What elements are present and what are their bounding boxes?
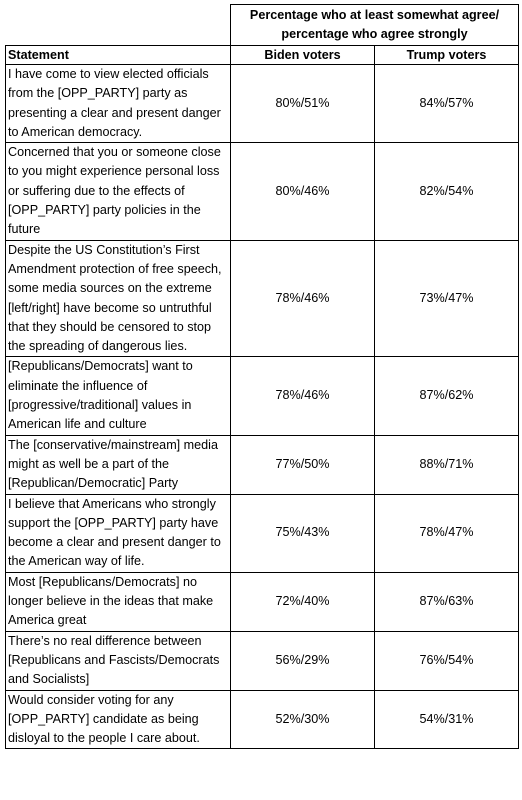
trump-value-cell: 76%/54%	[375, 631, 519, 690]
table-row	[6, 631, 519, 690]
trump-value-cell: 87%/62%	[375, 357, 519, 435]
table-row	[6, 435, 519, 494]
table-row	[6, 690, 519, 749]
column-header-row	[6, 46, 519, 65]
trump-column-header: Trump voters	[375, 46, 519, 65]
statement-cell: [Republicans/Democrats] want to eliminate the influence of [progressive/traditional] values in American life and culture	[6, 357, 231, 435]
trump-value-cell: 87%/63%	[375, 572, 519, 631]
table-row	[6, 494, 519, 572]
biden-value-cell: 52%/30%	[231, 690, 375, 749]
statement-cell: The [conservative/mainstream] media might as well be a part of the [Republican/Democratic] Party	[6, 435, 231, 494]
table-row	[6, 143, 519, 240]
statement-column-header: Statement	[6, 46, 231, 65]
statement-cell: I believe that Americans who strongly support the [OPP_PARTY] party have become a clear and present danger to the American way of life.	[6, 494, 231, 572]
header-blank-cell	[6, 5, 231, 46]
trump-value-cell: 78%/47%	[375, 494, 519, 572]
table-row	[6, 65, 519, 143]
biden-value-cell: 78%/46%	[231, 357, 375, 435]
group-title-line1: Percentage who at least somewhat agree/	[249, 7, 500, 22]
group-title-line2: percentage who agree strongly	[281, 27, 468, 41]
biden-value-cell: 80%/51%	[231, 65, 375, 143]
statement-cell: I have come to view elected officials from the [OPP_PARTY] party as presenting a clear and present danger to American democracy.	[6, 65, 231, 143]
table-row	[6, 357, 519, 435]
trump-value-cell: 82%/54%	[375, 143, 519, 240]
trump-value-cell: 54%/31%	[375, 690, 519, 749]
group-header-cell	[231, 5, 519, 46]
biden-value-cell: 80%/46%	[231, 143, 375, 240]
biden-value-cell: 75%/43%	[231, 494, 375, 572]
trump-value-cell: 73%/47%	[375, 240, 519, 357]
table-row	[6, 240, 519, 357]
biden-value-cell: 78%/46%	[231, 240, 375, 357]
survey-results-table	[5, 4, 519, 749]
statement-cell: Most [Republicans/Democrats] no longer believe in the ideas that make America great	[6, 572, 231, 631]
biden-value-cell: 77%/50%	[231, 435, 375, 494]
statement-cell: There’s no real difference between [Republicans and Fascists/Democrats and Socialists]	[6, 631, 231, 690]
statement-cell: Concerned that you or someone close to you might experience personal loss or suffering due to the effects of [OPP_PARTY] party policies in the future	[6, 143, 231, 240]
statement-cell: Despite the US Constitution’s First Amendment protection of free speech, some media sources on the extreme [left/right] have become so untruthful that they should be censored to stop the spreading of dangerous lies.	[6, 240, 231, 357]
biden-value-cell: 72%/40%	[231, 572, 375, 631]
biden-column-header: Biden voters	[231, 46, 375, 65]
table-row	[6, 572, 519, 631]
group-header-row	[6, 5, 519, 46]
biden-value-cell: 56%/29%	[231, 631, 375, 690]
trump-value-cell: 84%/57%	[375, 65, 519, 143]
statement-cell: Would consider voting for any [OPP_PARTY] candidate as being disloyal to the people I care about.	[6, 690, 231, 749]
trump-value-cell: 88%/71%	[375, 435, 519, 494]
